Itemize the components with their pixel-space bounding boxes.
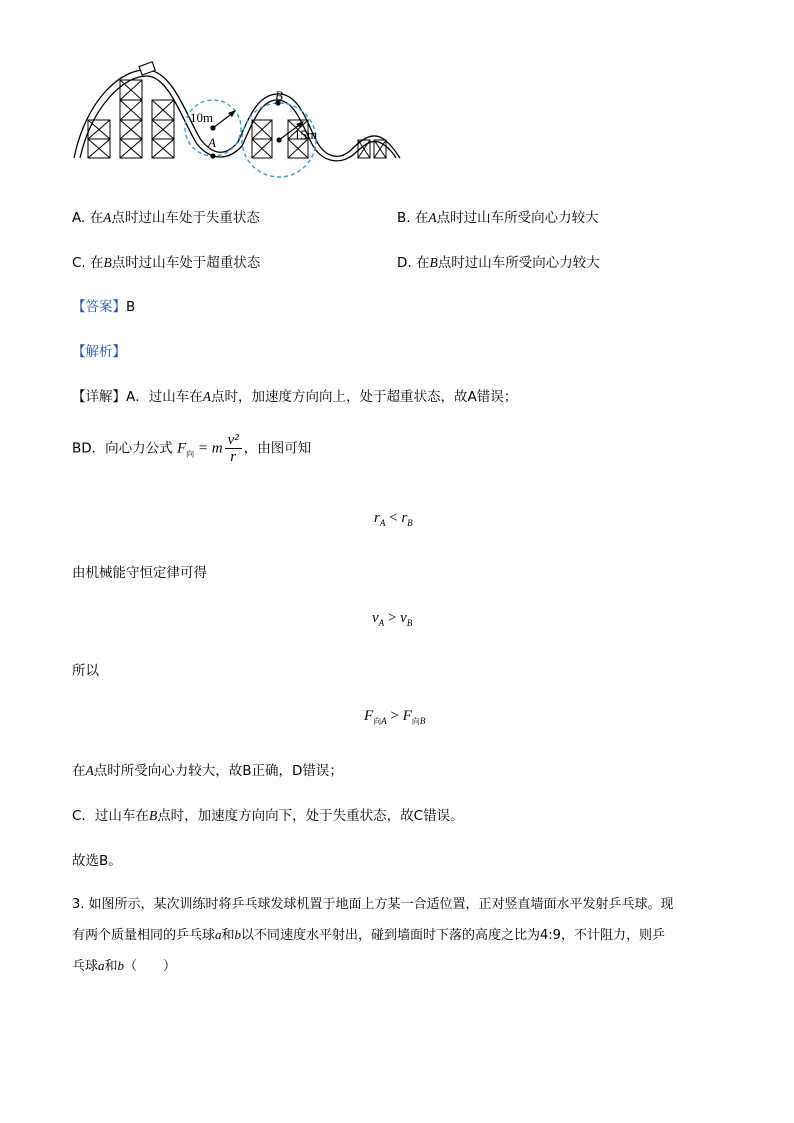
option-C: C. 在B点时过山车处于超重状态 bbox=[72, 255, 261, 271]
detail-line-5: 在A点时所受向心力较大，故B正确，D错误； bbox=[72, 763, 343, 779]
detail-line-2: BD．向心力公式 $F_向 = m$ $\frac{\text{v²}}{r}$ ，由图可知 bbox=[72, 432, 312, 465]
question-3-line-2: 有两个质量相同的乒乓球a和b以不同速度水平射出，碰到墙面时下落的高度之比为4:9，不计阻力，则乒 bbox=[72, 927, 665, 943]
answer-value: B bbox=[126, 299, 136, 315]
label-B: B bbox=[275, 88, 283, 103]
equation-F: $F_{向A} > F_{向B}$ bbox=[364, 708, 426, 726]
roller-coaster-figure bbox=[66, 60, 406, 182]
radius-A-label: 10m bbox=[190, 110, 214, 125]
detail-line-1: 【详解】A．过山车在A点时，加速度方向向上，处于超重状态，故A错误； bbox=[72, 389, 518, 405]
option-D: D. 在B点时过山车所受向心力较大 bbox=[397, 255, 600, 271]
option-B: B. 在A点时过山车所受向心力较大 bbox=[397, 210, 599, 226]
answer-line bbox=[72, 295, 135, 315]
analysis-tag: 【解析】 bbox=[72, 344, 126, 360]
question-3-line-3: 乓球a和b（ ） bbox=[72, 958, 177, 974]
equation-v: $v_A > v_B$ bbox=[372, 610, 413, 628]
radius-B-label: 15m bbox=[294, 127, 318, 142]
label-A: A bbox=[208, 135, 216, 150]
detail-line-3: 由机械能守恒定律可得 bbox=[72, 565, 207, 581]
detail-line-6: C．过山车在B点时，加速度方向向下，处于失重状态，故C错误。 bbox=[72, 808, 464, 824]
equation-r: $r_A < r_B$ bbox=[374, 510, 413, 528]
detail-line-7: 故选B。 bbox=[72, 853, 122, 869]
detail-line-4: 所以 bbox=[72, 663, 99, 679]
answer-tag: 【答案】 bbox=[72, 299, 126, 315]
question-3-line-1: 3. 如图所示，某次训练时将乒乓球发球机置于地面上方某一合适位置，正对竖直墙面水平发射乒乓球。现 bbox=[72, 897, 674, 912]
option-A: A. 在A点时过山车处于失重状态 bbox=[72, 210, 260, 226]
